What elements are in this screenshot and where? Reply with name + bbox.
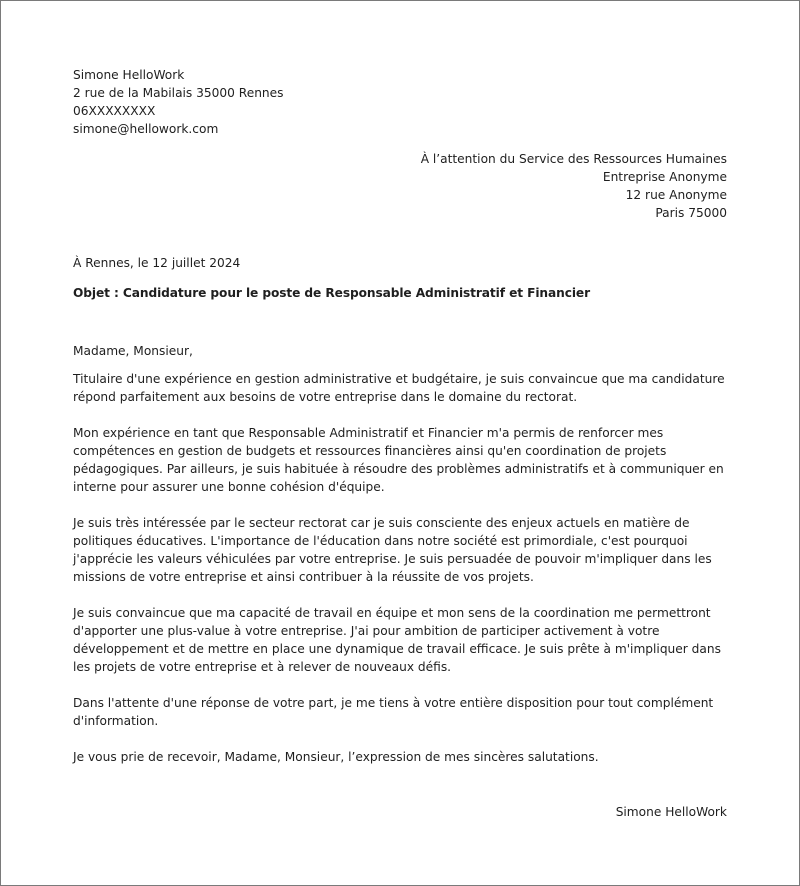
salutation: Madame, Monsieur, xyxy=(73,344,193,358)
subject-line: Objet : Candidature pour le poste de Responsable Administratif et Financier xyxy=(73,286,590,300)
recipient-company: Entreprise Anonyme xyxy=(602,170,727,184)
body-paragraph: Je suis très intéressée par le secteur rectorat car je suis consciente des enjeux actuels en matière de politiques éducatives. L'importance de l'éducation dans notre société est primordiale, c'est pourquoi j'apprécie les valeurs véhiculées par votre entreprise. Je suis persuadée de pouvoir m'impliquer dans les missions de votre entreprise et ainsi contribuer à la réussite de vos projets. xyxy=(73,516,712,584)
body-paragraph: Dans l'attente d'une réponse de votre part, je me tiens à votre entière disposition pour tout complément d'information. xyxy=(73,696,714,728)
body-paragraph: Je suis convaincue que ma capacité de travail en équipe et mon sens de la coordination me permettront d'apporter une plus-value à votre entreprise. J'ai pour ambition de participer activement à votre développement et de mettre en place une dynamique de travail efficace. Je suis prête à m'impliquer dans les projets de votre entreprise et à relever de nouveaux défis. xyxy=(73,606,721,674)
closing-paragraph: Je vous prie de recevoir, Madame, Monsieur, l’expression de mes sincères salutations. xyxy=(73,750,599,764)
recipient-attention: À l’attention du Service des Ressources Humaines xyxy=(420,152,727,166)
body-paragraph: Titulaire d'une expérience en gestion administrative et budgétaire, je suis convaincue que ma candidature répond parfaitement aux besoins de votre entreprise dans le domaine du rectorat. xyxy=(73,372,725,404)
sender-name: Simone HelloWork xyxy=(73,68,185,82)
body-paragraph: Mon expérience en tant que Responsable Administratif et Financier m'a permis de renforcer mes compétences en gestion de budgets et ressources financières ainsi qu'en coordination de projets pédagogiques. Par ailleurs, je suis habituée à résoudre des problèmes administratifs et à communiquer en interne pour assurer une bonne cohésion d'équipe. xyxy=(73,426,724,494)
recipient-block xyxy=(421,150,727,222)
sender-address: 2 rue de la Mabilais 35000 Rennes xyxy=(73,86,284,100)
sender-phone: 06XXXXXXXX xyxy=(73,104,156,118)
sender-email: simone@hellowork.com xyxy=(73,122,219,136)
recipient-city: Paris 75000 xyxy=(655,206,727,220)
recipient-street: 12 rue Anonyme xyxy=(625,188,727,202)
signature: Simone HelloWork xyxy=(615,805,727,819)
place-date: À Rennes, le 12 juillet 2024 xyxy=(73,256,241,270)
letter-body xyxy=(73,342,727,784)
sender-block xyxy=(73,66,284,138)
